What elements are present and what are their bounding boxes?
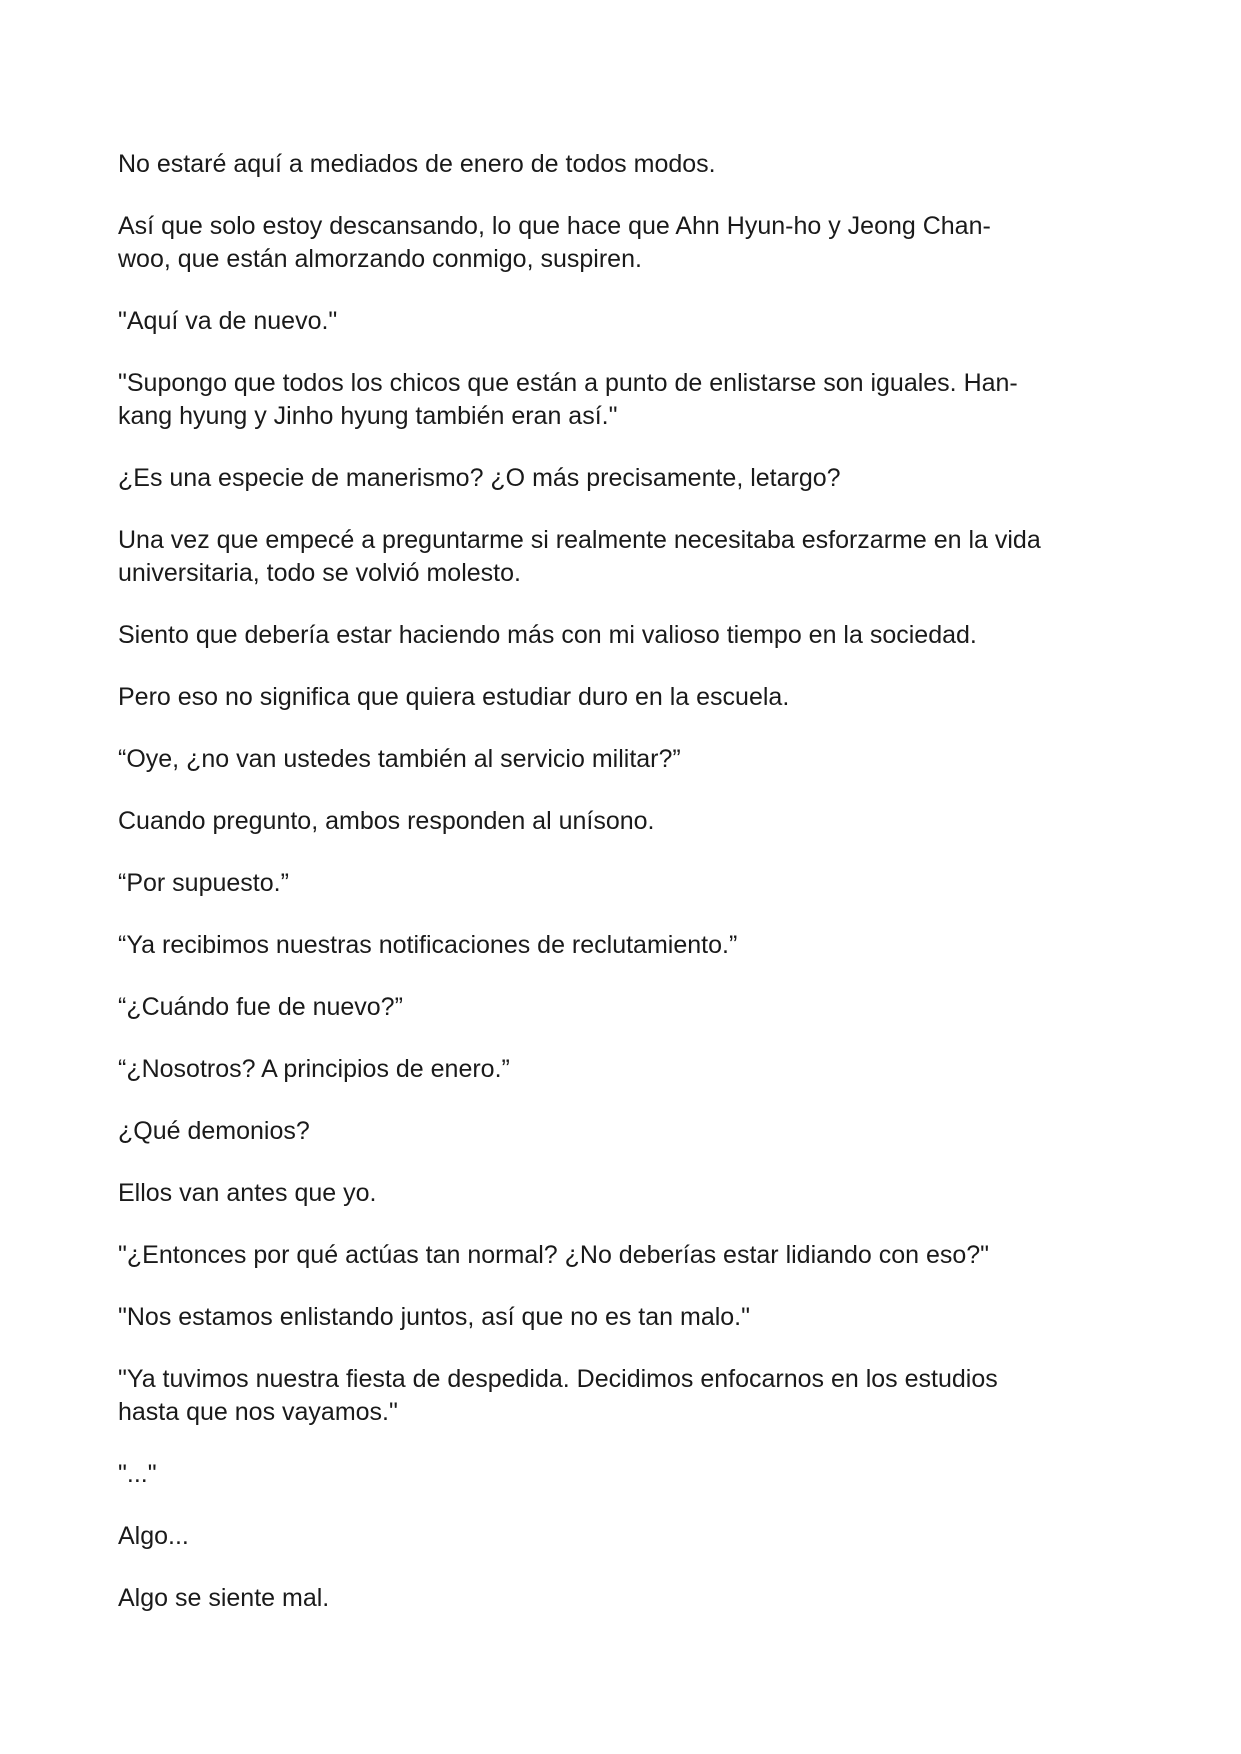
- paragraph-12: “Ya recibimos nuestras notificaciones de reclutamiento.”: [118, 931, 738, 959]
- paragraph-15: ¿Qué demonios?: [118, 1117, 310, 1145]
- paragraph-14: “¿Nosotros? A principios de enero.”: [118, 1055, 510, 1083]
- paragraph-17: "¿Entonces por qué actúas tan normal? ¿No deberías estar lidiando con eso?": [118, 1241, 990, 1269]
- paragraph-6: Una vez que empecé a preguntarme si realmente necesitaba esforzarme en la vida universitaria, todo se volvió molesto.: [118, 526, 1041, 587]
- paragraph-8: Pero eso no significa que quiera estudiar duro en la escuela.: [118, 683, 790, 711]
- paragraph-2: Así que solo estoy descansando, lo que hace que Ahn Hyun-ho y Jeong Chan- woo, que están almorzando conmigo, suspiren.: [118, 212, 991, 273]
- paragraph-21: Algo...: [118, 1522, 189, 1550]
- paragraph-16: Ellos van antes que yo.: [118, 1179, 377, 1207]
- paragraph-20: "...": [118, 1460, 157, 1488]
- paragraph-19: "Ya tuvimos nuestra fiesta de despedida. Decidimos enfocarnos en los estudios hasta que nos vayamos.": [118, 1365, 998, 1426]
- paragraph-4: "Supongo que todos los chicos que están a punto de enlistarse son iguales. Han- kang hyung y Jinho hyung también eran así.": [118, 369, 1018, 430]
- paragraph-7: Siento que debería estar haciendo más con mi valioso tiempo en la sociedad.: [118, 621, 977, 649]
- paragraph-5: ¿Es una especie de manerismo? ¿O más precisamente, letargo?: [118, 464, 841, 492]
- paragraph-9: “Oye, ¿no van ustedes también al servicio militar?”: [118, 745, 681, 773]
- paragraph-1: No estaré aquí a mediados de enero de todos modos.: [118, 150, 716, 178]
- paragraph-10: Cuando pregunto, ambos responden al unísono.: [118, 807, 655, 835]
- paragraph-22: Algo se siente mal.: [118, 1584, 330, 1612]
- paragraph-11: “Por supuesto.”: [118, 869, 289, 897]
- paragraph-3: "Aquí va de nuevo.": [118, 307, 338, 335]
- paragraph-18: "Nos estamos enlistando juntos, así que no es tan malo.": [118, 1303, 750, 1331]
- paragraph-13: “¿Cuándo fue de nuevo?”: [118, 993, 403, 1021]
